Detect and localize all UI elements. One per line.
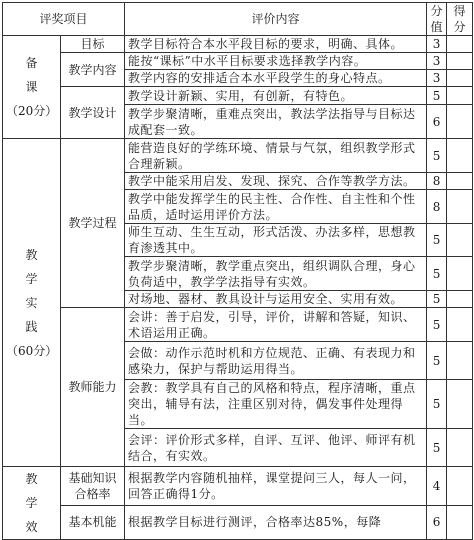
criterion-text: 师生互动、生生互动，形式活泼、办法多样，思想教育渗透其中。 (125, 224, 427, 257)
score-value: 5 (427, 224, 447, 257)
table-row (3, 139, 473, 173)
score-blank (447, 139, 473, 173)
category-char: 教 (25, 472, 38, 486)
category-char: （60分） (6, 343, 58, 358)
score-blank (447, 429, 473, 467)
score-blank (447, 505, 473, 539)
score-value: 8 (427, 190, 447, 224)
table-row (3, 53, 473, 70)
score-blank (447, 70, 473, 87)
criterion-text: 会评：评价形式多样，自评、互评、他评、师评有机结合，有实效。 (125, 429, 427, 467)
score-blank (447, 53, 473, 70)
score-blank (447, 190, 473, 224)
header-score: 分值 (427, 3, 447, 36)
criterion-text: 教学中能发挥学生的民主性、合作性、自主性和个性品质，适时运用评价方法。 (125, 190, 427, 224)
criterion-text: 能营造良好的学练环境、情景与气氛，组织教学形式合理新颖。 (125, 139, 427, 173)
sub-item: 基础知识合格率 (61, 467, 125, 506)
sub-item: 教学过程 (61, 139, 125, 308)
score-blank (447, 380, 473, 429)
score-blank (447, 257, 473, 291)
section-category (3, 467, 61, 540)
criterion-text: 会做：动作示范时机和方位规范、正确、有表现力和感染力，保护与帮助运用得当。 (125, 342, 427, 380)
criterion-text: 教学内容的安排适合本水平段学生的身心特点。 (125, 70, 427, 87)
score-value: 5 (427, 342, 447, 380)
score-value: 6 (427, 505, 447, 539)
criterion-text: 会讲：善于启发，引导，评价，讲解和答疑，知识、术语运用正确。 (125, 308, 427, 342)
section-category (3, 36, 61, 139)
criterion-text: 根据教学目标进行测评，合格率达85%，每降 (125, 505, 427, 539)
category-char: 学 (25, 271, 38, 286)
header-result: 得分 (447, 3, 473, 36)
score-value: 3 (427, 53, 447, 70)
table-row (3, 467, 473, 506)
sub-item: 基本机能 (61, 505, 125, 539)
score-value: 5 (427, 380, 447, 429)
sub-item: 教学设计 (61, 87, 125, 139)
score-value: 6 (427, 105, 447, 139)
table-row (3, 87, 473, 105)
criterion-text: 教学中能采用启发、发现、探究、合作等教学方法。 (125, 173, 427, 190)
criterion-text: 教学步聚清晰，教学重点突出，组织调队合理，身心负荷适中，教学学法指导有实效。 (125, 257, 427, 291)
category-char: （20分） (6, 104, 58, 118)
category-char: 效 (25, 520, 38, 534)
score-blank (447, 342, 473, 380)
sub-item: 目标 (61, 36, 125, 53)
score-value: 5 (427, 257, 447, 291)
score-blank (447, 105, 473, 139)
table-row (3, 36, 473, 53)
category-char: 教 (25, 247, 38, 262)
table-row (3, 308, 473, 342)
sub-item: 教师能力 (61, 308, 125, 467)
score-blank (447, 308, 473, 342)
score-value: 5 (427, 308, 447, 342)
score-value: 3 (427, 70, 447, 87)
score-blank (447, 291, 473, 308)
score-blank (447, 87, 473, 105)
score-value: 5 (427, 87, 447, 105)
score-value: 5 (427, 429, 447, 467)
header-content: 评价内容 (125, 3, 427, 36)
score-blank (447, 173, 473, 190)
criterion-text: 对场地、器材、教具设计与运用安全、实用有效。 (125, 291, 427, 308)
section-category (3, 139, 61, 467)
category-char: 践 (25, 319, 38, 334)
category-char: 实 (25, 295, 38, 310)
criterion-text: 能按“课标”中水平目标要求选择教学内容。 (125, 53, 427, 70)
sub-item: 教学内容 (61, 53, 125, 87)
score-value: 5 (427, 139, 447, 173)
score-blank (447, 467, 473, 506)
criterion-text: 教学设计新颖、实用，有创新，有特色。 (125, 87, 427, 105)
table-row (3, 505, 473, 539)
category-char: 学 (25, 496, 38, 510)
score-value: 4 (427, 467, 447, 506)
category-char: 课 (25, 80, 38, 94)
evaluation-sheet (2, 2, 472, 534)
evaluation-table (2, 2, 473, 540)
score-blank (447, 224, 473, 257)
category-char: 备 (25, 56, 38, 70)
criterion-text: 根据教学内容随机抽样，课堂提问三人，每人一问，回答正确得1分。 (125, 467, 427, 506)
criterion-text: 教学步聚清晰，重难点突出，教法学法指导与目标达成配套一致。 (125, 105, 427, 139)
header-row (3, 3, 473, 36)
score-value: 3 (427, 36, 447, 53)
score-blank (447, 36, 473, 53)
score-value: 8 (427, 173, 447, 190)
header-item: 评奖项目 (3, 3, 125, 36)
criterion-text: 教学目标符合本水平段目标的要求，明确、具体。 (125, 36, 427, 53)
criterion-text: 会教：教学具有自己的风格和特点，程序清晰，重点突出，辅导有法，注重区别对待，偶发事件处理得当。 (125, 380, 427, 429)
score-value: 5 (427, 291, 447, 308)
